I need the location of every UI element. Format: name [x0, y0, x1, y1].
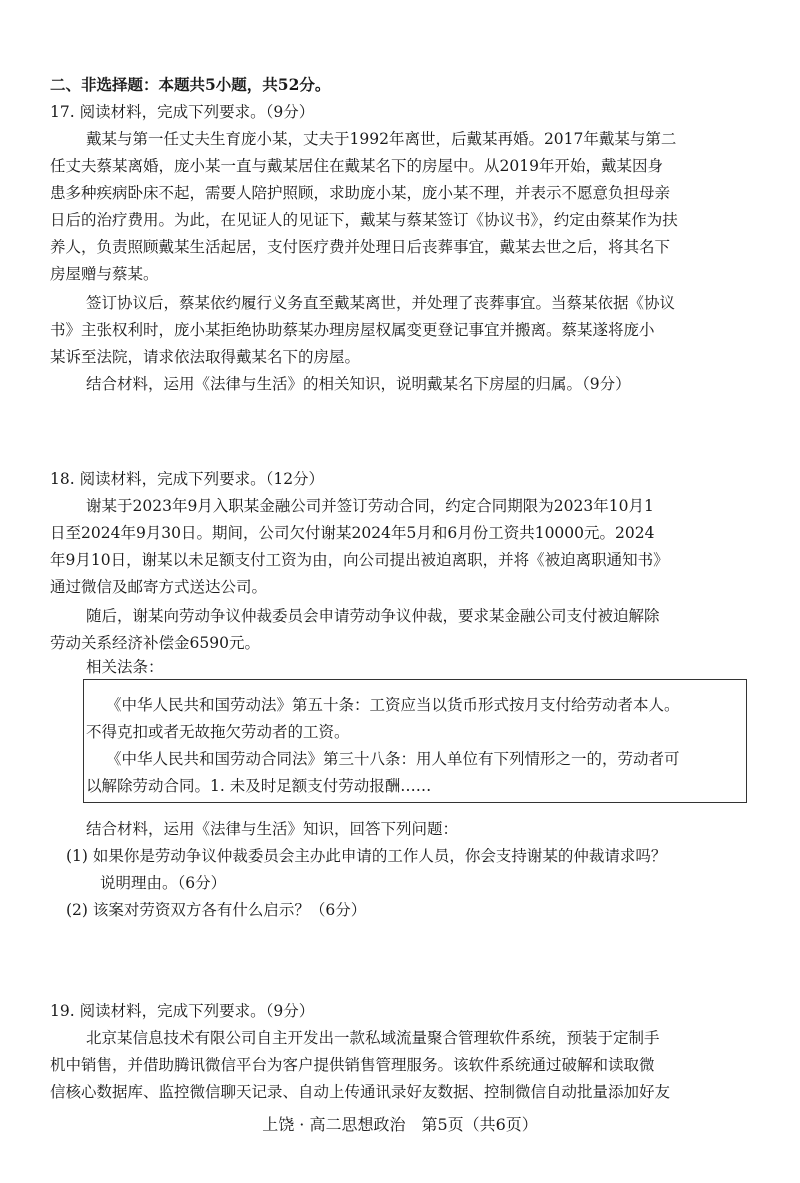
q18-title: 18. 阅读材料，完成下列要求。（12分）	[50, 470, 325, 488]
q18-prompt: 结合材料，运用《法律与生活》知识，回答下列问题：	[86, 820, 459, 838]
q18-related-articles-label: 相关法条：	[86, 658, 164, 676]
q17-title: 17. 阅读材料，完成下列要求。（9分）	[50, 103, 315, 121]
q19-line: 机中销售，并借助腾讯微信平台为客户提供销售管理服务。该软件系统通过破解和读取微	[50, 1056, 655, 1074]
section-header: 二、非选择题：本题共5小题，共52分。	[50, 75, 331, 94]
q17-line: 日后的治疗费用。为此，在见证人的见证下，戴某与蔡某签订《协议书》，约定由蔡某作为扶	[50, 211, 678, 229]
law-article-line: 《中华人民共和国劳动合同法》第三十八条：用人单位有下列情形之一的，劳动者可	[106, 750, 680, 768]
q18-sub-question-2: (2) 该案对劳资双方各有什么启示？（6分）	[66, 901, 367, 919]
q17-line: 戴某与第一任丈夫生育庞小某，丈夫于1992年离世，后戴某再婚。2017年戴某与第二	[86, 130, 677, 148]
q18-line: 劳动关系经济补偿金6590元。	[50, 634, 260, 652]
q17-line: 某诉至法院，请求依法取得戴某名下的房屋。	[50, 348, 361, 366]
q19-title: 19. 阅读材料，完成下列要求。（9分）	[50, 1002, 315, 1020]
q18-line: 随后，谢某向劳动争议仲裁委员会申请劳动争议仲裁，要求某金融公司支付被迫解除	[86, 607, 660, 625]
q18-line: 日至2024年9月30日。期间，公司欠付谢某2024年5月和6月份工资共10000元。2024	[50, 524, 655, 542]
q18-sub-question-1-cont: 说明理由。（6分）	[100, 874, 227, 892]
q17-line: 书》主张权利时，庞小某拒绝协助蔡某办理房屋权属变更登记事宜并搬离。蔡某遂将庞小	[50, 321, 655, 339]
q17-line: 患多种疾病卧床不起，需要人陪护照顾，求助庞小某，庞小某不理，并表示不愿意负担母亲	[50, 184, 671, 202]
law-article-line: 以解除劳动合同。1. 未及时足额支付劳动报酬……	[86, 777, 432, 795]
q17-line: 房屋赠与蔡某。	[50, 265, 159, 283]
q17-question: 结合材料，运用《法律与生活》的相关知识，说明戴某名下房屋的归属。（9分）	[86, 375, 631, 393]
law-article-line: 《中华人民共和国劳动法》第五十条：工资应当以货币形式按月支付给劳动者本人。	[106, 696, 680, 714]
q18-sub-question-1: (1) 如果你是劳动争议仲裁委员会主办此申请的工作人员，你会支持谢某的仲裁请求吗？	[66, 847, 667, 865]
q18-line: 年9月10日，谢某以未足额支付工资为由，向公司提出被迫离职，并将《被迫离职通知书》	[50, 551, 669, 569]
q18-line: 谢某于2023年9月入职某金融公司并签订劳动合同，约定合同期限为2023年10月1	[86, 497, 654, 515]
q18-line: 通过微信及邮寄方式送达公司。	[50, 578, 268, 596]
page-footer: 上饶 · 高二思想政治 第5页（共6页）	[262, 1115, 538, 1134]
q19-line: 信核心数据库、监控微信聊天记录、自动上传通讯录好友数据、控制微信自动批量添加好友	[50, 1083, 671, 1101]
q17-line: 签订协议后，蔡某依约履行义务直至戴某离世，并处理了丧葬事宜。当蔡某依据《协议	[86, 294, 676, 312]
q17-line: 养人，负责照顾戴某生活起居，支付医疗费并处理日后丧葬事宜，戴某去世之后，将其名下	[50, 238, 671, 256]
q17-line: 任丈夫蔡某离婚，庞小某一直与戴某居住在戴某名下的房屋中。从2019年开始，戴某因身	[50, 157, 663, 175]
law-article-line: 不得克扣或者无故拖欠劳动者的工资。	[86, 723, 350, 741]
q19-line: 北京某信息技术有限公司自主开发出一款私域流量聚合管理软件系统，预装于定制手	[86, 1029, 660, 1047]
